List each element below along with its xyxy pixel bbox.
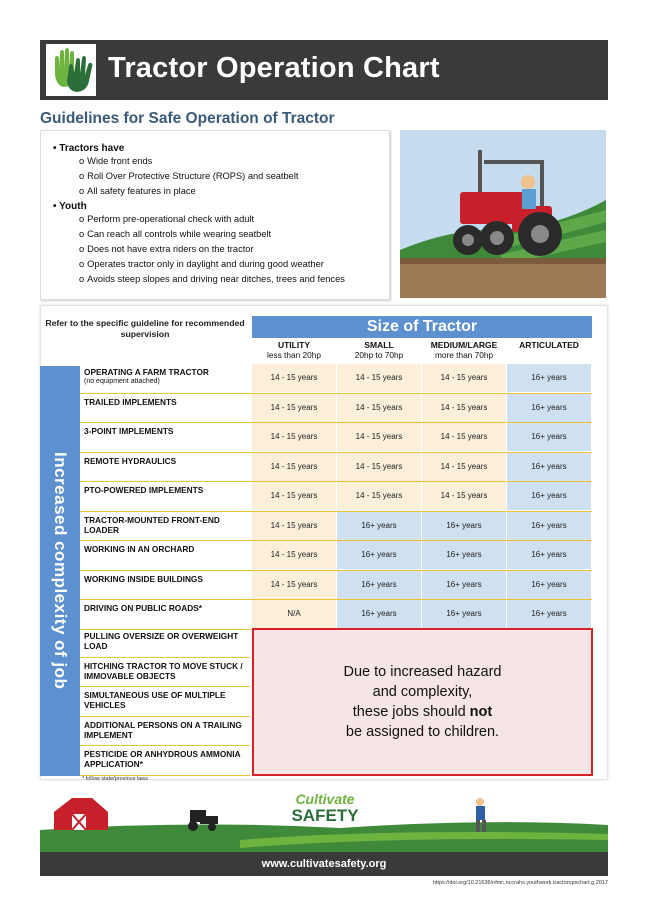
table-cell: 14 - 15 years (252, 482, 336, 510)
table-cell: 14 - 15 years (337, 423, 421, 451)
table-cell: 16+ years (507, 512, 591, 540)
list-item: o Can reach all controls while wearing seatbelt (79, 229, 272, 239)
row-label: REMOTE HYDRAULICS (84, 455, 177, 466)
table-row (80, 423, 592, 453)
restricted-row: HITCHING TRACTOR TO MOVE STUCK / IMMOVABLE OBJECTS (80, 658, 250, 688)
table-cell: 16+ years (337, 512, 421, 540)
column-header-articulated: ARTICULATED (519, 340, 579, 350)
table-cell: 16+ years (507, 541, 591, 569)
table-cell: 14 - 15 years (337, 364, 421, 392)
column-header-small: SMALL 20hp to 70hp (354, 340, 404, 360)
table-cell: 14 - 15 years (337, 394, 421, 422)
doi-link[interactable]: https://doi.org/10.21636/nfmc.nccrahs.youthwork.tractoropschart.g.2017 (432, 880, 608, 886)
row-label: WORKING IN AN ORCHARD (84, 544, 195, 554)
table-cell: 14 - 15 years (337, 453, 421, 481)
table-row (80, 512, 592, 542)
size-of-tractor-heading: Size of Tractor (252, 316, 592, 338)
cultivate-safety-logo: Cultivate SAFETY (291, 791, 359, 825)
column-header-utility: UTILITY less than 20hp (267, 340, 321, 360)
list-item: o Does not have extra riders on the tractor (79, 244, 254, 254)
table-cell: 16+ years (507, 394, 591, 422)
section-subtitle: Guidelines for Safe Operation of Tractor (40, 110, 335, 127)
table-row (80, 600, 592, 630)
list-item: o All safety features in place (79, 186, 196, 196)
hands-logo-icon (44, 42, 98, 98)
table-row (80, 541, 592, 571)
table-row (80, 571, 592, 601)
reference-note: Refer to the specific guideline for recommended supervision (45, 318, 245, 339)
row-label: OPERATING A FARM TRACTOR (no equipment attached) (84, 367, 209, 385)
table-row (80, 394, 592, 424)
restricted-row: ADDITIONAL PERSONS ON A TRAILING IMPLEMENT (80, 717, 250, 747)
table-row (80, 482, 592, 512)
table-cell: 16+ years (337, 541, 421, 569)
table-cell: 14 - 15 years (337, 482, 421, 510)
column-header-medium-large: MEDIUM/LARGE more than 70hp (430, 340, 498, 360)
tractor-illustration (400, 130, 606, 298)
footnote: * follow state/province laws (82, 776, 149, 782)
warning-box: Due to increased hazard and complexity, these jobs should not be assigned to children. (252, 628, 593, 776)
page-title: Tractor Operation Chart (108, 52, 440, 84)
row-label: DRIVING ON PUBLIC ROADS* (84, 603, 203, 613)
footer-url[interactable]: www.cultivatesafety.org (40, 852, 608, 876)
row-label: 3-POINT IMPLEMENTS (84, 426, 174, 436)
list-item: o Avoids steep slopes and driving near ditches, trees and fences (79, 274, 345, 284)
restricted-row: PULLING OVERSIZE OR OVERWEIGHT LOAD (80, 628, 250, 658)
table-cell: 16+ years (422, 541, 506, 569)
table-cell: 14 - 15 years (252, 541, 336, 569)
list-item: o Perform pre-operational check with adult (79, 214, 255, 224)
list-item: o Wide front ends (79, 156, 153, 166)
table-cell: 14 - 15 years (422, 394, 506, 422)
table-cell: 14 - 15 years (422, 364, 506, 392)
list-item: o Roll Over Protective Structure (ROPS) and seatbelt (79, 171, 299, 181)
table-cell: 16+ years (507, 453, 591, 481)
row-label: WORKING INSIDE BUILDINGS (84, 573, 203, 584)
row-label: TRAILED IMPLEMENTS (84, 396, 177, 407)
table-cell: 14 - 15 years (422, 482, 506, 510)
table-row (80, 453, 592, 483)
table-cell: 14 - 15 years (252, 512, 336, 540)
table-cell: 14 - 15 years (252, 423, 336, 451)
table-cell: 14 - 15 years (252, 364, 336, 392)
table-cell: 14 - 15 years (252, 453, 336, 481)
table-cell: 14 - 15 years (422, 423, 506, 451)
row-label: TRACTOR-MOUNTED FRONT-END LOADER (84, 514, 220, 535)
table-cell: 16+ years (507, 482, 591, 510)
youth-heading: • Youth (53, 201, 87, 212)
table-cell: 16+ years (422, 512, 506, 540)
row-label: PTO-POWERED IMPLEMENTS (84, 485, 204, 495)
table-cell: 16+ years (507, 364, 591, 392)
table-cell: 14 - 15 years (252, 394, 336, 422)
complexity-label: Increased complexity of job (51, 452, 70, 690)
guidelines-box (40, 130, 390, 300)
table-cell: 16+ years (337, 600, 421, 628)
table-cell: N/A (252, 600, 336, 628)
list-item: o Operates tractor only in daylight and during good weather (79, 259, 324, 269)
table-cell: 16+ years (422, 571, 506, 599)
restricted-row: PESTICIDE OR ANHYDROUS AMMONIA APPLICATION* (80, 746, 250, 776)
table-cell: 16+ years (507, 571, 591, 599)
table-row (80, 364, 592, 394)
table-cell: 16+ years (507, 423, 591, 451)
table-cell: 16+ years (507, 600, 591, 628)
table-cell: 14 - 15 years (252, 571, 336, 599)
table-cell: 14 - 15 years (422, 453, 506, 481)
table-cell: 16+ years (422, 600, 506, 628)
table-cell: 16+ years (337, 571, 421, 599)
restricted-row: SIMULTANEOUS USE OF MULTIPLE VEHICLES (80, 687, 250, 717)
tractors-heading: • Tractors have (53, 143, 125, 154)
